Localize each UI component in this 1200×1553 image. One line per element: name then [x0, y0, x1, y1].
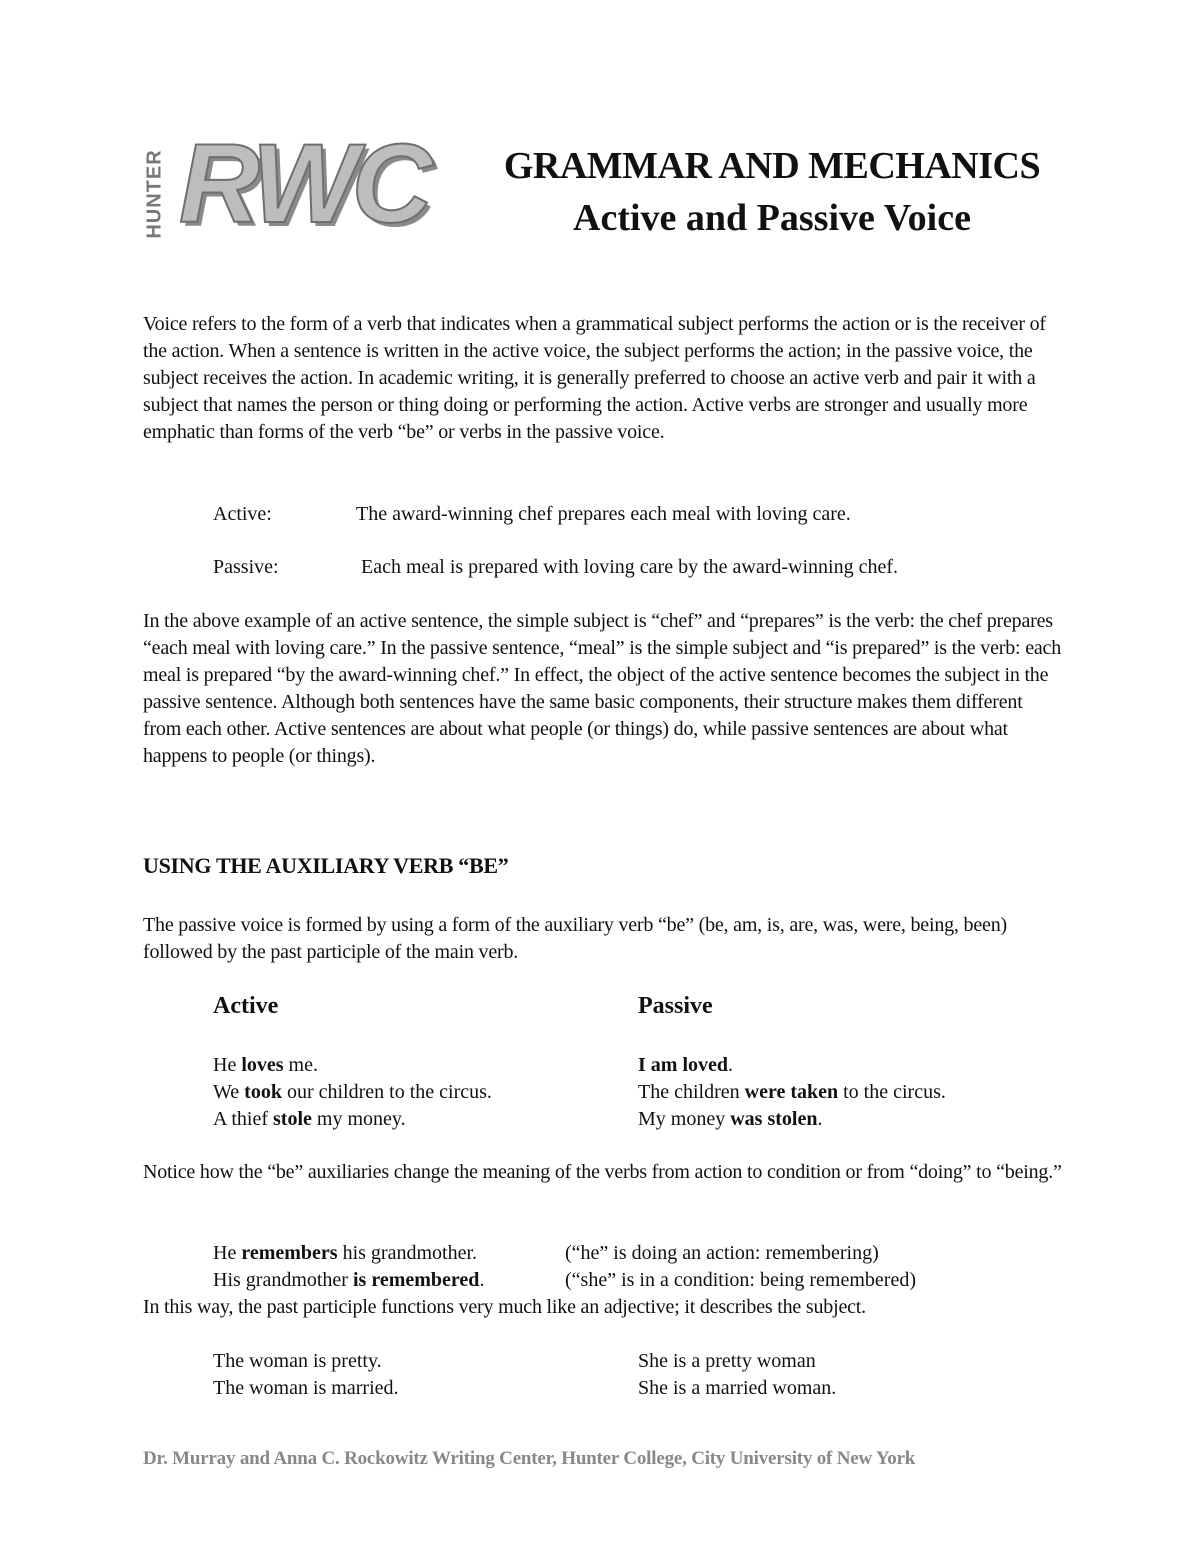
section-heading: USING THE AUXILIARY VERB “BE” [143, 853, 509, 878]
logo-side-text [143, 146, 167, 242]
example-active-sentence: The award-winning chef prepares each meal with loving care. [356, 503, 851, 525]
active-examples-list [213, 1052, 492, 1133]
notice-summary: In this way, the past participle functions very much like an adjective; it describes the subject. [143, 1296, 866, 1318]
passive-examples-list [638, 1052, 946, 1133]
notice-example-note: (“she” is in a condition: being remembered) [565, 1269, 916, 1291]
active-example-item: A thief stole my money. [213, 1108, 406, 1130]
adjective-examples-left [213, 1348, 399, 1402]
notice-paragraph: Notice how the “be” auxiliaries change the meaning of the verbs from action to condition or from “doing” to “being.” [143, 1161, 1062, 1183]
explanation-paragraph: In the above example of an active sentence, the simple subject is “chef” and “prepares” is the verb: the chef prepares “each meal with loving care.” In the passive sentence, “meal” is the simple subject and “is prepared” is the verb: each meal is prepared “by the award-winning chef.” In effect, the object of the active sentence becomes the subject in the passive sentence. Although both sentences have the same basic components, their structure makes them different from each other. Active sentences are about what people (or things) do, while passive sentences are about what happens to people (or things). [143, 610, 1062, 767]
active-example-item: We took our children to the circus. [213, 1081, 492, 1103]
intro-paragraph: Voice refers to the form of a verb that indicates when a grammatical subject performs the action or is the receiver of the action. When a sentence is written in the active voice, the subject performs the action; in the passive voice, the subject receives the action. In academic writing, it is generally preferred to choose an active verb and pair it with a subject that names the person or thing doing or performing the action. Active verbs are stronger and usually more emphatic than forms of the verb “be” or verbs in the passive voice. [143, 313, 1046, 443]
adjective-examples-right [638, 1348, 836, 1402]
notice-example-row: His grandmother is remembered. (“she” is in a condition: being remembered) [213, 1269, 916, 1291]
active-example-item: He loves me. [213, 1054, 318, 1076]
passive-example-item: I am loved. [638, 1054, 733, 1076]
page-footer: Dr. Murray and Anna C. Rockowitz Writing Center, Hunter College, City University of New York [143, 1448, 916, 1469]
example-active-row [213, 501, 851, 528]
example-active-label: Active: [213, 503, 272, 525]
rwc-logo [143, 121, 443, 250]
logo-hunter-label: HUNTER [143, 149, 166, 239]
passive-example-item: My money was stolen. [638, 1108, 823, 1130]
active-column-heading: Active [213, 993, 279, 1019]
passive-example-item: The children were taken to the circus. [638, 1081, 946, 1103]
section-paragraph: The passive voice is formed by using a form of the auxiliary verb “be” (be, am, is, are, was, were, being, been) followed by the past participle of the main verb. [143, 914, 1007, 963]
adjective-example-item: The woman is pretty. [213, 1350, 382, 1372]
adjective-example-item: She is a pretty woman [638, 1350, 816, 1372]
page-title: GRAMMAR AND MECHANICS [503, 145, 1041, 187]
example-passive-row [213, 554, 898, 581]
example-passive-label: Passive: [213, 556, 279, 578]
page-subtitle: Active and Passive Voice [573, 197, 971, 239]
adjective-example-item: The woman is married. [213, 1377, 399, 1399]
logo-main-text: RWC [179, 121, 427, 246]
example-passive-sentence: Each meal is prepared with loving care by the award-winning chef. [361, 556, 899, 578]
notice-example-note: (“he” is doing an action: remembering) [565, 1242, 879, 1264]
adjective-example-item: She is a married woman. [638, 1377, 837, 1399]
notice-example-row: He remembers his grandmother. (“he” is doing an action: remembering) [213, 1242, 879, 1264]
passive-column-heading: Passive [638, 993, 713, 1019]
